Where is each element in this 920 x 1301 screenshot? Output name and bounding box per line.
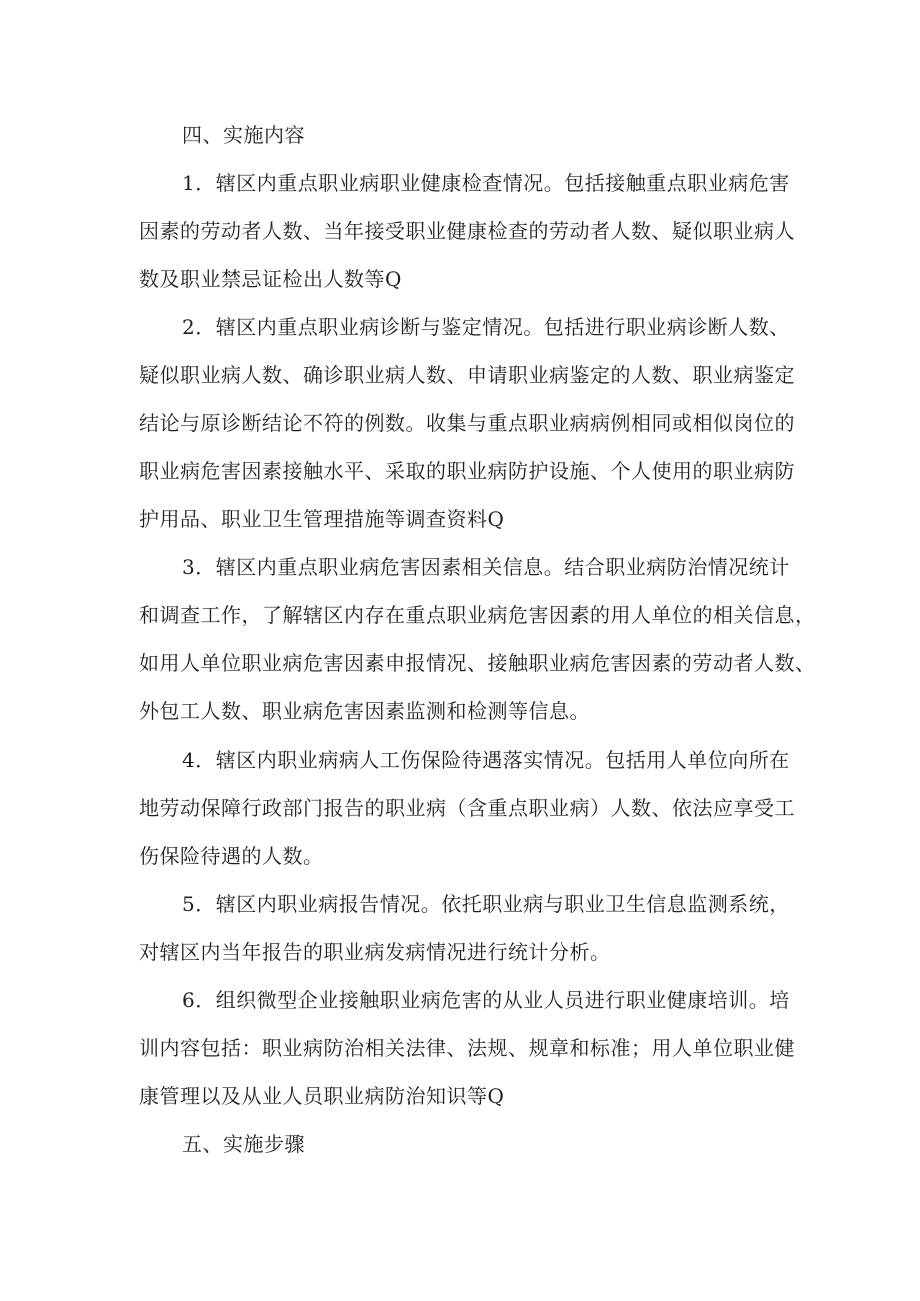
section-heading: 四、实施内容	[182, 123, 305, 147]
paragraph-line: 职业病危害因素接触水平、采取的职业病防护设施、个人使用的职业病防	[139, 459, 795, 483]
paragraph-line: 数及职业禁忌证检出人数等Q	[139, 267, 402, 291]
paragraph-line: 因素的劳动者人数、当年接受职业健康检查的劳动者人数、疑似职业病人	[139, 219, 795, 243]
paragraph-line: 训内容包括：职业病防治相关法律、法规、规章和标准；用人单位职业健	[139, 1036, 795, 1060]
paragraph-line: 2．辖区内重点职业病诊断与鉴定情况。包括进行职业病诊断人数、	[182, 315, 790, 339]
paragraph-line: 护用品、职业卫生管理措施等调查资料Q	[139, 507, 505, 531]
paragraph-line: 对辖区内当年报告的职业病发病情况进行统计分析。	[139, 940, 611, 964]
paragraph-line: 如用人单位职业病危害因素申报情况、接触职业病危害因素的劳动者人数、	[139, 651, 816, 675]
paragraph-line: 3．辖区内重点职业病危害因素相关信息。结合职业病防治情况统计	[182, 555, 790, 579]
paragraph-line: 5．辖区内职业病报告情况。依托职业病与职业卫生信息监测系统，	[182, 892, 790, 916]
paragraph-line: 和调查工作，了解辖区内存在重点职业病危害因素的用人单位的相关信息，	[139, 603, 816, 627]
paragraph-line: 疑似职业病人数、确诊职业病人数、申请职业病鉴定的人数、职业病鉴定	[139, 363, 795, 387]
paragraph-line: 6．组织微型企业接触职业病危害的从业人员进行职业健康培训。培	[182, 988, 790, 1012]
section-heading: 五、实施步骤	[182, 1132, 305, 1156]
paragraph-line: 4．辖区内职业病病人工伤保险待遇落实情况。包括用人单位向所在	[182, 748, 790, 772]
paragraph-line: 外包工人数、职业病危害因素监测和检测等信息。	[139, 699, 590, 723]
paragraph-line: 1．辖区内重点职业病职业健康检查情况。包括接触重点职业病危害	[182, 171, 790, 195]
paragraph-line: 康管理以及从业人员职业病防治知识等Q	[139, 1084, 505, 1108]
paragraph-line: 地劳动保障行政部门报告的职业病（含重点职业病）人数、依法应享受工	[139, 796, 795, 820]
paragraph-line: 伤保险待遇的人数。	[139, 844, 324, 868]
paragraph-line: 结论与原诊断结论不符的例数。收集与重点职业病病例相同或相似岗位的	[139, 411, 795, 435]
